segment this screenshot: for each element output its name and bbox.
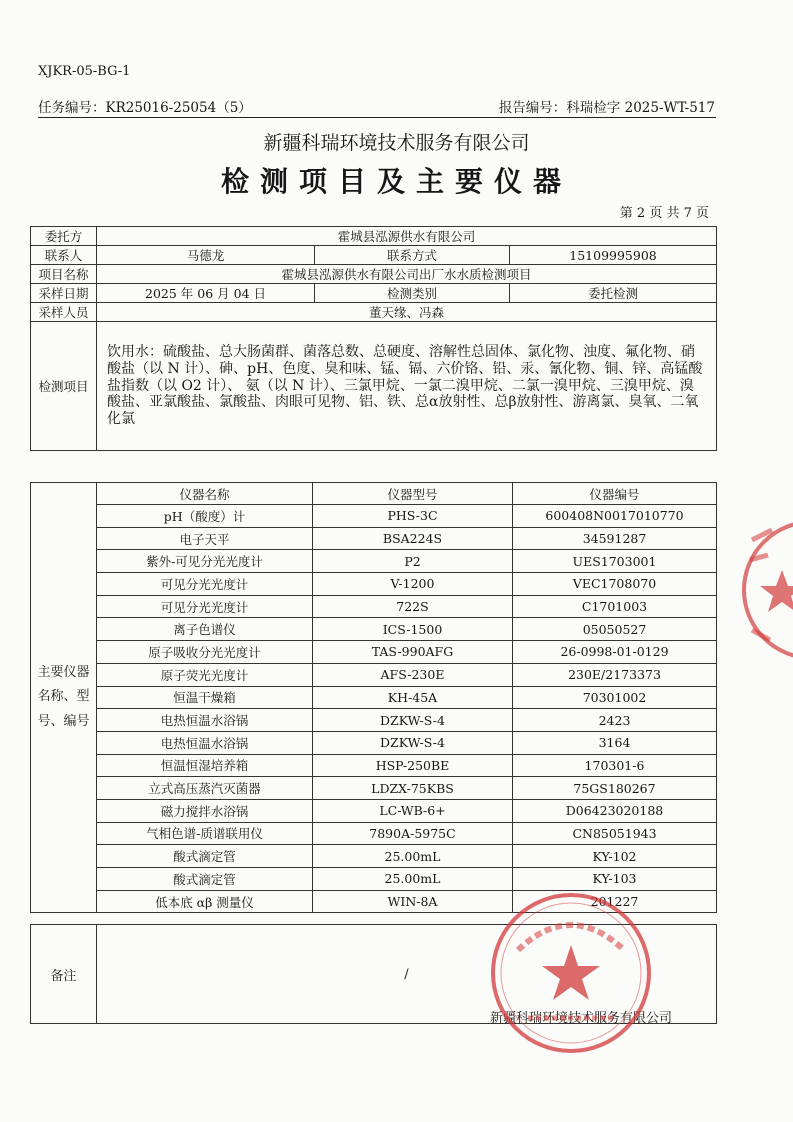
instrument-model: DZKW-S-4 [313, 731, 513, 754]
instrument-name: 恒温恒湿培养箱 [97, 754, 313, 777]
form-code: XJKR-05-BG-1 [38, 64, 131, 79]
instrument-model: LDZX-75KBS [313, 777, 513, 800]
instrument-row [31, 822, 717, 845]
client-label: 委托方 [31, 227, 97, 246]
date-row [31, 284, 717, 303]
contact-method-value: 15109995908 [510, 246, 717, 265]
company-name: 新疆科瑞环境技术服务有限公司 [263, 132, 530, 154]
instrument-number: 75GS180267 [513, 777, 717, 800]
footer-company: 新疆科瑞环境技术服务有限公司 [490, 1011, 673, 1026]
instrument-model: BSA224S [313, 527, 513, 550]
document-title: 检测项目及主要仪器 [220, 165, 572, 198]
instrument-name: 气相色谱-质谱联用仪 [97, 822, 313, 845]
info-table [30, 226, 717, 451]
instrument-model: P2 [313, 550, 513, 573]
date-label: 采样日期 [31, 284, 97, 303]
instrument-model: ICS-1500 [313, 618, 513, 641]
sampler-value: 董天缘、冯森 [97, 303, 717, 322]
instrument-row [31, 550, 717, 573]
instrument-name: 恒温干燥箱 [97, 686, 313, 709]
instrument-model: TAS-990AFG [313, 641, 513, 664]
instrument-name: 电热恒温水浴锅 [97, 731, 313, 754]
instrument-model: AFS-230E [313, 663, 513, 686]
instrument-number: C1701003 [513, 595, 717, 618]
project-row [31, 265, 717, 284]
instrument-number: UES1703001 [513, 550, 717, 573]
instrument-row [31, 845, 717, 868]
instrument-number: 26-0998-01-0129 [513, 641, 717, 664]
items-label: 检测项目 [31, 322, 97, 451]
contact-label: 联系人 [31, 246, 97, 265]
instrument-name: 低本底 αβ 测量仪 [97, 890, 313, 913]
instrument-number: 2423 [513, 709, 717, 732]
instrument-row [31, 777, 717, 800]
instrument-model: PHS-3C [313, 505, 513, 528]
instrument-row [31, 686, 717, 709]
instrument-name: 可见分光光度计 [97, 573, 313, 596]
task-number: 任务编号：KR25016-25054（5） [38, 100, 252, 116]
type-label: 检测类别 [315, 284, 510, 303]
project-label: 项目名称 [31, 265, 97, 284]
instrument-row [31, 868, 717, 891]
instrument-row [31, 641, 717, 664]
page-seam-seal-icon [742, 500, 793, 680]
instrument-model: 722S [313, 595, 513, 618]
instrument-model: DZKW-S-4 [313, 709, 513, 732]
instrument-number: 3164 [513, 731, 717, 754]
instrument-model: WIN-8A [313, 890, 513, 913]
report-number: 报告编号：科瑞检字 2025-WT-517 [498, 100, 715, 116]
instrument-number: 170301-6 [513, 754, 717, 777]
instrument-row [31, 663, 717, 686]
instrument-model: 7890A-5975C [313, 822, 513, 845]
type-value: 委托检测 [510, 284, 717, 303]
instrument-number: 201227 [513, 890, 717, 913]
instrument-name: 原子荧光光度计 [97, 663, 313, 686]
instrument-row [31, 709, 717, 732]
instrument-name: 离子色谱仪 [97, 618, 313, 641]
contact-row [31, 246, 717, 265]
instrument-row [31, 527, 717, 550]
instrument-name: 立式高压蒸汽灭菌器 [97, 777, 313, 800]
remark-value: / [97, 925, 717, 1024]
instrument-table [30, 482, 717, 913]
instrument-name: 酸式滴定管 [97, 868, 313, 891]
instrument-name: 可见分光光度计 [97, 595, 313, 618]
instrument-row [31, 731, 717, 754]
instrument-row [31, 595, 717, 618]
instrument-number: 600408N0017010770 [513, 505, 717, 528]
contact-method-label: 联系方式 [315, 246, 510, 265]
project-value: 霍城县泓源供水有限公司出厂水水质检测项目 [97, 265, 717, 284]
instrument-number: VEC1708070 [513, 573, 717, 596]
header-instrument-name: 仪器名称 [97, 483, 313, 505]
instrument-name: 电热恒温水浴锅 [97, 709, 313, 732]
instrument-number: CN85051943 [513, 822, 717, 845]
sampler-label: 采样人员 [31, 303, 97, 322]
instrument-row [31, 573, 717, 596]
instrument-model: HSP-250BE [313, 754, 513, 777]
date-value: 2025 年 06 月 04 日 [97, 284, 315, 303]
header-rule [38, 117, 716, 118]
items-value: 饮用水：硫酸盐、总大肠菌群、菌落总数、总硬度、溶解性总固体、氯化物、浊度、氟化物、硝酸盐（以 N 计）、砷、pH、色度、臭和味、锰、镉、六价铬、铅、汞、氰化物、铜、锌、高锰酸盐指数（以 O2 计）、 氨（以 N 计）、三氯甲烷、一氯二溴甲烷、二氯一溴甲烷、三溴甲烷、溴酸盐、亚氯酸盐、氯酸盐、肉眼可见物、铝、铁、总α放射性、总β放射性、游离氯、臭氧、二氧化氯 [97, 322, 717, 451]
instrument-side-label: 主要仪器名称、型号、编号 [31, 483, 97, 913]
instrument-name: 酸式滴定管 [97, 845, 313, 868]
remark-label: 备注 [31, 925, 97, 1024]
instrument-name: 紫外-可见分光光度计 [97, 550, 313, 573]
company-seal-icon [488, 890, 654, 1056]
instrument-name: 电子天平 [97, 527, 313, 550]
instrument-row [31, 754, 717, 777]
instrument-row [31, 799, 717, 822]
instrument-model: KH-45A [313, 686, 513, 709]
instrument-number: 70301002 [513, 686, 717, 709]
instrument-name: 原子吸收分光光度计 [97, 641, 313, 664]
client-value: 霍城县泓源供水有限公司 [97, 227, 717, 246]
header-instrument-number: 仪器编号 [513, 483, 717, 505]
instrument-header-row [31, 483, 717, 505]
instrument-number: 05050527 [513, 618, 717, 641]
sampler-row [31, 303, 717, 322]
instrument-row [31, 618, 717, 641]
client-row [31, 227, 717, 246]
header-instrument-model: 仪器型号 [313, 483, 513, 505]
instrument-number: D06423020188 [513, 799, 717, 822]
instrument-model: V-1200 [313, 573, 513, 596]
instrument-model: LC-WB-6+ [313, 799, 513, 822]
instrument-name: pH（酸度）计 [97, 505, 313, 528]
instrument-name: 磁力搅拌水浴锅 [97, 799, 313, 822]
contact-value: 马德龙 [97, 246, 315, 265]
instrument-model: 25.00mL [313, 845, 513, 868]
instrument-number: KY-103 [513, 868, 717, 891]
instrument-number: 34591287 [513, 527, 717, 550]
instrument-number: KY-102 [513, 845, 717, 868]
instrument-model: 25.00mL [313, 868, 513, 891]
items-row [31, 322, 717, 451]
instrument-row [31, 505, 717, 528]
page-indicator: 第 2 页 共 7 页 [619, 206, 709, 221]
instrument-number: 230E/2173373 [513, 663, 717, 686]
